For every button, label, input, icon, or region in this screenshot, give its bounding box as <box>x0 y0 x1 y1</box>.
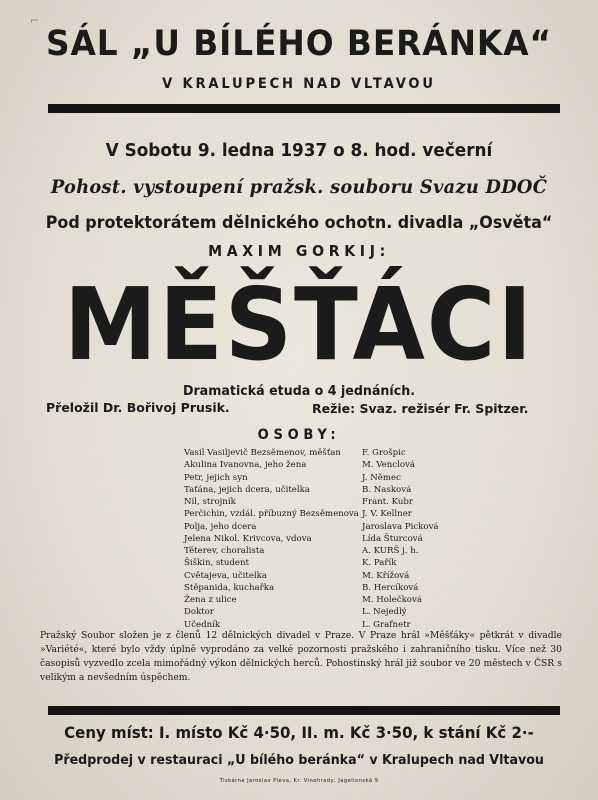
corner-mark: ⌐ <box>30 14 40 27</box>
cast-actor: Jaroslava Picková <box>362 521 439 532</box>
cast-row <box>184 606 420 618</box>
play-author: MAXIM GORKIJ: <box>208 242 390 260</box>
cast-actor: M. Venclová <box>362 460 416 471</box>
ticket-prices: Ceny míst: I. místo Kč 4·50, II. m. Kč 3·50, k stání Kč 2·- <box>64 723 534 742</box>
venue-town: V KRALUPECH NAD VLTAVOU <box>162 76 436 92</box>
director-credit: Režie: Svaz. režisér Fr. Spitzer. <box>312 401 529 416</box>
cast-role: Akulina Ivanovna, jeho žena <box>184 460 307 471</box>
cast-row <box>184 521 439 533</box>
cast-actor: J. V. Kellner <box>362 509 412 520</box>
cast-row <box>184 484 420 496</box>
cast-row <box>184 557 420 569</box>
patronage-line: Pod protektorátem dělnického ochotn. divadla „Osvěta“ <box>45 213 553 233</box>
cast-actor: J. Němec <box>362 472 401 483</box>
play-genre: Dramatická etuda o 4 jednáních. <box>182 383 416 399</box>
cast-actor: B. Nasková <box>362 484 412 495</box>
cast-role: Žena z ulice <box>184 595 237 605</box>
cast-actor: Lída Šturcová <box>362 533 423 544</box>
cast-row <box>184 472 420 484</box>
cast-row <box>184 533 423 545</box>
cast-actor: Frant. Kubr <box>362 497 414 507</box>
cast-role: Doktor <box>184 607 215 618</box>
cast-row <box>184 582 420 594</box>
cast-heading: OSOBY: <box>257 427 341 443</box>
cast-actor: A. KURŠ j. h. <box>362 546 419 556</box>
presale-info: Předprodej v restauraci „U bílého beránka“ v Kralupech nad Vltavou <box>54 752 544 768</box>
cast-role: Šiškin, student <box>184 558 249 569</box>
cast-role: Perčichin, vzdál. příbuzný Bezsěmenova <box>184 509 359 520</box>
cast-actor: L. Grafnetr <box>362 619 411 630</box>
cast-role: Nil, strojník <box>184 497 236 507</box>
translator-credit: Přeložil Dr. Bořivoj Prusik. <box>46 400 230 415</box>
guest-performance: Pohost. vystoupení pražsk. souboru Svazu DDOČ <box>50 176 548 198</box>
cast-role: Polja, jeho dcera <box>184 521 257 532</box>
event-date: V Sobotu 9. ledna 1937 o 8. hod. večerní <box>105 140 493 161</box>
cast-role: Jelena Nikol. Krivcova, vdova <box>184 533 312 544</box>
play-title: MĚŠŤÁCI <box>63 266 535 383</box>
cast-row <box>184 447 420 459</box>
cast-list <box>184 447 439 631</box>
cast-role: Stěpanida, kuchařka <box>184 582 275 593</box>
cast-role: Cvětajeva, učitelka <box>184 570 268 581</box>
printer-credit: Tiskárna Jaroslav Pleva, Kr. Vinohrady, Jagellonská 9 <box>219 778 379 784</box>
top-divider <box>48 104 560 113</box>
cast-actor: M. Křížová <box>362 570 410 581</box>
cast-row <box>184 459 420 471</box>
cast-role: Petr, jejich syn <box>184 472 248 483</box>
ensemble-note: Pražský Soubor složen je z členů 12 dělnických divadel v Praze. V Praze hrál »Měšťáky« pětkrát v divadle »Variété«, které bylo vždy úplně vyprodáno za velké pozornosti pražského i zahraničního tisku. Více než 30 časopisů vyzvedlo zcela mimořádný výkon dělnických herců. Pohostinský hrál již soubor ve 20 městech v ČSR s velikým a nevšedním úspěchem. <box>40 630 562 683</box>
cast-actor: B. Hercíková <box>362 582 419 593</box>
cast-actor: L. Nejedlý <box>362 607 407 618</box>
cast-actor: M. Holečková <box>362 595 422 605</box>
cast-row <box>184 545 420 557</box>
cast-actor: K. Pařík <box>362 558 397 569</box>
cast-row <box>184 594 420 606</box>
cast-row <box>184 570 420 582</box>
cast-actor: F. Grošpic <box>362 448 406 458</box>
cast-role: Taťána, jejich dcera, učitelka <box>184 484 310 495</box>
cast-row <box>184 496 420 508</box>
bottom-divider <box>48 706 560 715</box>
cast-role: Vasil Vasiljevič Bezsěmenov, měšťan <box>184 448 341 458</box>
cast-role: Učedník <box>184 619 221 630</box>
cast-role: Těterev, choralista <box>184 546 265 556</box>
venue-title: SÁL „U BÍLÉHO BERÁNKA“ <box>45 24 553 64</box>
cast-row <box>184 508 420 520</box>
